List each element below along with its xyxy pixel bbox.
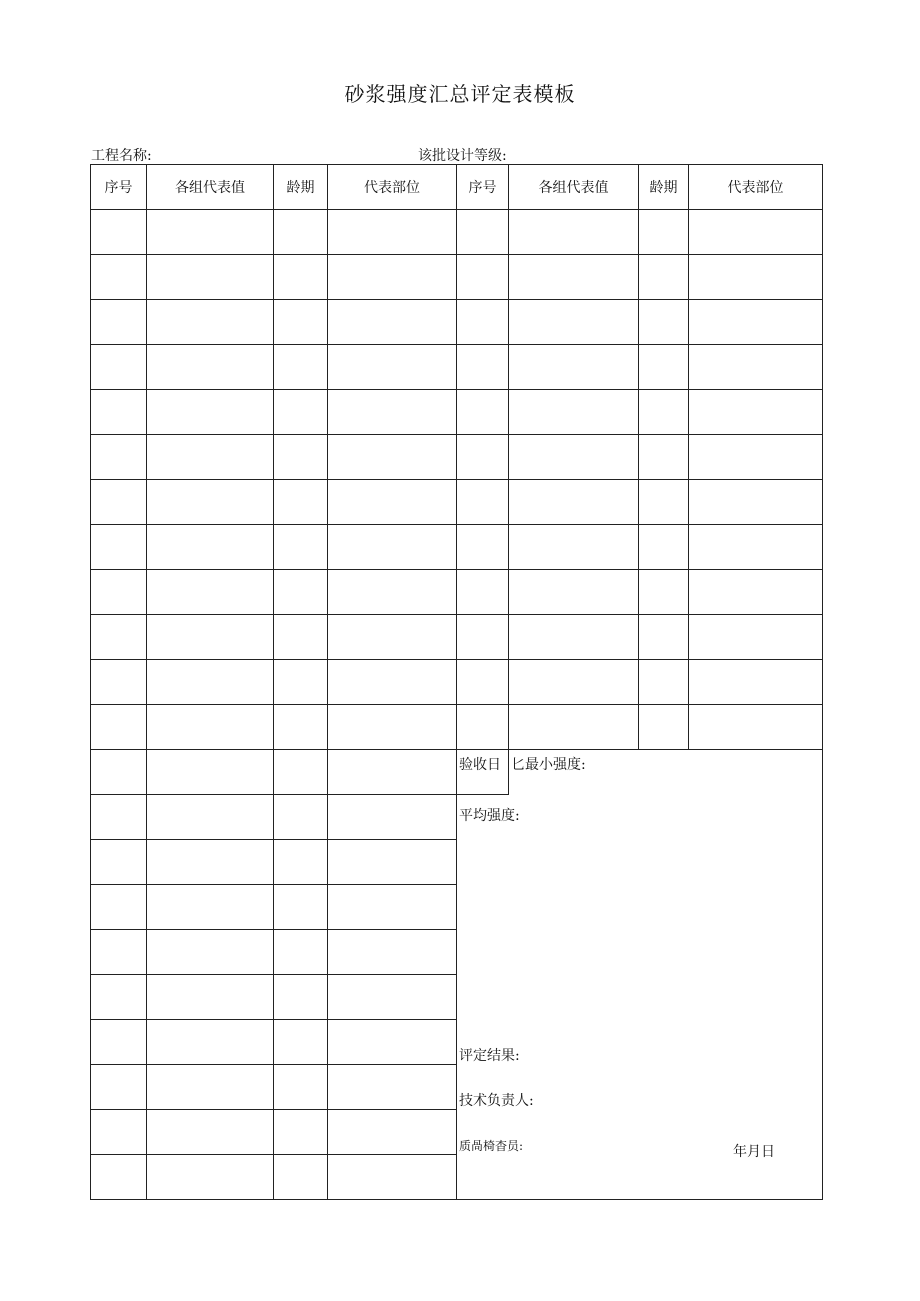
right-value-cell[interactable] [509, 660, 639, 705]
right-seq-cell[interactable] [457, 390, 509, 435]
left-seq-cell[interactable] [91, 255, 147, 300]
left-value-cell[interactable] [147, 1155, 274, 1200]
right-age-cell[interactable] [639, 300, 689, 345]
project-name-label: 工程名称: [91, 148, 152, 164]
right-seq-cell[interactable] [457, 210, 509, 255]
left-seq-cell[interactable] [91, 840, 147, 885]
average-strength-label: 平均强度: [459, 808, 520, 824]
right-seq-cell[interactable] [457, 570, 509, 615]
right-age-cell[interactable] [639, 390, 689, 435]
design-grade-label: 该批设计等级: [418, 148, 507, 164]
right-seq-cell[interactable] [457, 435, 509, 480]
left-value-cell[interactable] [147, 615, 274, 660]
table-row [91, 705, 823, 750]
right-age-cell[interactable] [639, 435, 689, 480]
left-value-cell[interactable] [147, 660, 274, 705]
left-seq-cell[interactable] [91, 615, 147, 660]
right-value-cell[interactable] [509, 435, 639, 480]
left-value-cell[interactable] [147, 390, 274, 435]
left-location-cell[interactable] [328, 1065, 457, 1110]
right-seq-cell[interactable] [457, 300, 509, 345]
right-seq-cell[interactable] [457, 660, 509, 705]
technical-lead-label: 技术负责人: [459, 1093, 534, 1109]
right-value-cell[interactable] [509, 570, 639, 615]
right-location-cell[interactable] [689, 525, 823, 570]
header-location-left: 代表部位 [328, 165, 457, 210]
right-location-cell[interactable] [689, 480, 823, 525]
left-location-cell[interactable] [328, 570, 457, 615]
left-location-cell[interactable] [328, 885, 457, 930]
right-age-cell[interactable] [639, 525, 689, 570]
table-row [91, 750, 823, 795]
accept-date-cell [457, 750, 509, 795]
right-value-cell[interactable] [509, 390, 639, 435]
right-location-cell[interactable] [689, 390, 823, 435]
left-location-cell[interactable] [328, 1155, 457, 1200]
left-value-cell[interactable] [147, 345, 274, 390]
right-location-cell[interactable] [689, 615, 823, 660]
right-location-cell[interactable] [689, 705, 823, 750]
left-age-cell[interactable] [274, 390, 328, 435]
left-age-cell[interactable] [274, 660, 328, 705]
left-age-cell[interactable] [274, 1110, 328, 1155]
right-value-cell[interactable] [509, 525, 639, 570]
left-age-cell[interactable] [274, 1065, 328, 1110]
right-value-cell[interactable] [509, 705, 639, 750]
left-seq-cell[interactable] [91, 345, 147, 390]
left-seq-cell[interactable] [91, 300, 147, 345]
left-age-cell[interactable] [274, 1155, 328, 1200]
left-location-cell[interactable] [328, 480, 457, 525]
left-location-cell[interactable] [328, 1110, 457, 1155]
left-value-cell[interactable] [147, 1110, 274, 1155]
left-value-cell[interactable] [147, 795, 274, 840]
left-location-cell[interactable] [328, 840, 457, 885]
right-location-cell[interactable] [689, 345, 823, 390]
right-seq-cell[interactable] [457, 615, 509, 660]
left-value-cell[interactable] [147, 1020, 274, 1065]
left-age-cell[interactable] [274, 525, 328, 570]
left-value-cell[interactable] [147, 435, 274, 480]
left-seq-cell[interactable] [91, 795, 147, 840]
table-row [91, 795, 823, 840]
header-location-right: 代表部位 [689, 165, 823, 210]
left-location-cell[interactable] [328, 660, 457, 705]
evaluation-result-label: 评定结果: [459, 1048, 520, 1064]
header-seq-left: 序号 [91, 165, 147, 210]
table-row [91, 480, 823, 525]
header-value-left: 各组代表值 [147, 165, 274, 210]
left-value-cell[interactable] [147, 255, 274, 300]
date-label: 年月日 [733, 1144, 775, 1160]
left-seq-cell[interactable] [91, 435, 147, 480]
right-age-cell[interactable] [639, 615, 689, 660]
left-location-cell[interactable] [328, 615, 457, 660]
left-location-cell[interactable] [328, 435, 457, 480]
left-seq-cell[interactable] [91, 1065, 147, 1110]
strength-summary-table [90, 164, 823, 1200]
right-age-cell[interactable] [639, 255, 689, 300]
left-value-cell[interactable] [147, 930, 274, 975]
left-value-cell[interactable] [147, 750, 274, 795]
table-row [91, 210, 823, 255]
right-location-cell[interactable] [689, 300, 823, 345]
table-header-row [91, 165, 823, 210]
right-seq-cell[interactable] [457, 525, 509, 570]
table-row [91, 525, 823, 570]
left-value-cell[interactable] [147, 525, 274, 570]
left-location-cell[interactable] [328, 930, 457, 975]
right-age-cell[interactable] [639, 570, 689, 615]
left-value-cell[interactable] [147, 885, 274, 930]
left-seq-cell[interactable] [91, 885, 147, 930]
right-age-cell[interactable] [639, 345, 689, 390]
right-seq-cell[interactable] [457, 255, 509, 300]
left-seq-cell[interactable] [91, 660, 147, 705]
right-value-cell[interactable] [509, 210, 639, 255]
left-location-cell[interactable] [328, 390, 457, 435]
right-seq-cell[interactable] [457, 480, 509, 525]
left-location-cell[interactable] [328, 210, 457, 255]
right-seq-cell[interactable] [457, 345, 509, 390]
left-value-cell[interactable] [147, 480, 274, 525]
left-seq-cell[interactable] [91, 750, 147, 795]
left-age-cell[interactable] [274, 615, 328, 660]
left-value-cell[interactable] [147, 1065, 274, 1110]
header-value-right: 各组代表值 [509, 165, 639, 210]
table-row [91, 570, 823, 615]
left-seq-cell[interactable] [91, 390, 147, 435]
quality-inspector-label: 质咼椅杳员: [459, 1139, 524, 1153]
left-seq-cell[interactable] [91, 210, 147, 255]
left-seq-cell[interactable] [91, 1110, 147, 1155]
right-location-cell[interactable] [689, 660, 823, 705]
left-age-cell[interactable] [274, 795, 328, 840]
left-seq-cell[interactable] [91, 1155, 147, 1200]
left-location-cell[interactable] [328, 255, 457, 300]
left-age-cell[interactable] [274, 705, 328, 750]
left-age-cell[interactable] [274, 885, 328, 930]
right-value-cell[interactable] [509, 300, 639, 345]
document-title: 砂浆强度汇总评定表模板 [344, 82, 576, 106]
left-age-cell[interactable] [274, 840, 328, 885]
table-row [91, 255, 823, 300]
left-age-cell[interactable] [274, 930, 328, 975]
left-age-cell[interactable] [274, 210, 328, 255]
left-age-cell[interactable] [274, 570, 328, 615]
left-seq-cell[interactable] [91, 480, 147, 525]
min-strength-label: 匕最小强度: [511, 757, 586, 773]
left-value-cell[interactable] [147, 975, 274, 1020]
min-strength-cell [509, 750, 823, 795]
left-age-cell[interactable] [274, 435, 328, 480]
header-seq-right: 序号 [457, 165, 509, 210]
left-seq-cell[interactable] [91, 1020, 147, 1065]
left-location-cell[interactable] [328, 345, 457, 390]
right-age-cell[interactable] [639, 480, 689, 525]
left-location-cell[interactable] [328, 525, 457, 570]
left-seq-cell[interactable] [91, 930, 147, 975]
header-age-right: 龄期 [639, 165, 689, 210]
accept-date-label: 验收日 [459, 757, 501, 773]
left-value-cell[interactable] [147, 705, 274, 750]
table-row [91, 660, 823, 705]
right-location-cell[interactable] [689, 210, 823, 255]
right-seq-cell[interactable] [457, 705, 509, 750]
left-seq-cell[interactable] [91, 525, 147, 570]
left-age-cell[interactable] [274, 1020, 328, 1065]
left-value-cell[interactable] [147, 570, 274, 615]
table-row [91, 615, 823, 660]
right-location-cell[interactable] [689, 570, 823, 615]
right-age-cell[interactable] [639, 210, 689, 255]
table-row [91, 300, 823, 345]
table-row [91, 390, 823, 435]
right-value-cell[interactable] [509, 480, 639, 525]
left-location-cell[interactable] [328, 975, 457, 1020]
right-age-cell[interactable] [639, 705, 689, 750]
left-value-cell[interactable] [147, 840, 274, 885]
right-value-cell[interactable] [509, 345, 639, 390]
left-location-cell[interactable] [328, 300, 457, 345]
left-value-cell[interactable] [147, 300, 274, 345]
right-value-cell[interactable] [509, 255, 639, 300]
left-location-cell[interactable] [328, 705, 457, 750]
evaluation-panel [457, 795, 823, 1200]
left-age-cell[interactable] [274, 300, 328, 345]
left-seq-cell[interactable] [91, 570, 147, 615]
header-age-left: 龄期 [274, 165, 328, 210]
right-age-cell[interactable] [639, 660, 689, 705]
left-seq-cell[interactable] [91, 975, 147, 1020]
table-row [91, 345, 823, 390]
left-value-cell[interactable] [147, 210, 274, 255]
left-age-cell[interactable] [274, 975, 328, 1020]
left-age-cell[interactable] [274, 345, 328, 390]
left-age-cell[interactable] [274, 255, 328, 300]
right-value-cell[interactable] [509, 615, 639, 660]
left-age-cell[interactable] [274, 750, 328, 795]
table-row [91, 435, 823, 480]
left-age-cell[interactable] [274, 480, 328, 525]
right-location-cell[interactable] [689, 435, 823, 480]
left-location-cell[interactable] [328, 795, 457, 840]
left-location-cell[interactable] [328, 750, 457, 795]
right-location-cell[interactable] [689, 255, 823, 300]
left-seq-cell[interactable] [91, 705, 147, 750]
left-location-cell[interactable] [328, 1020, 457, 1065]
